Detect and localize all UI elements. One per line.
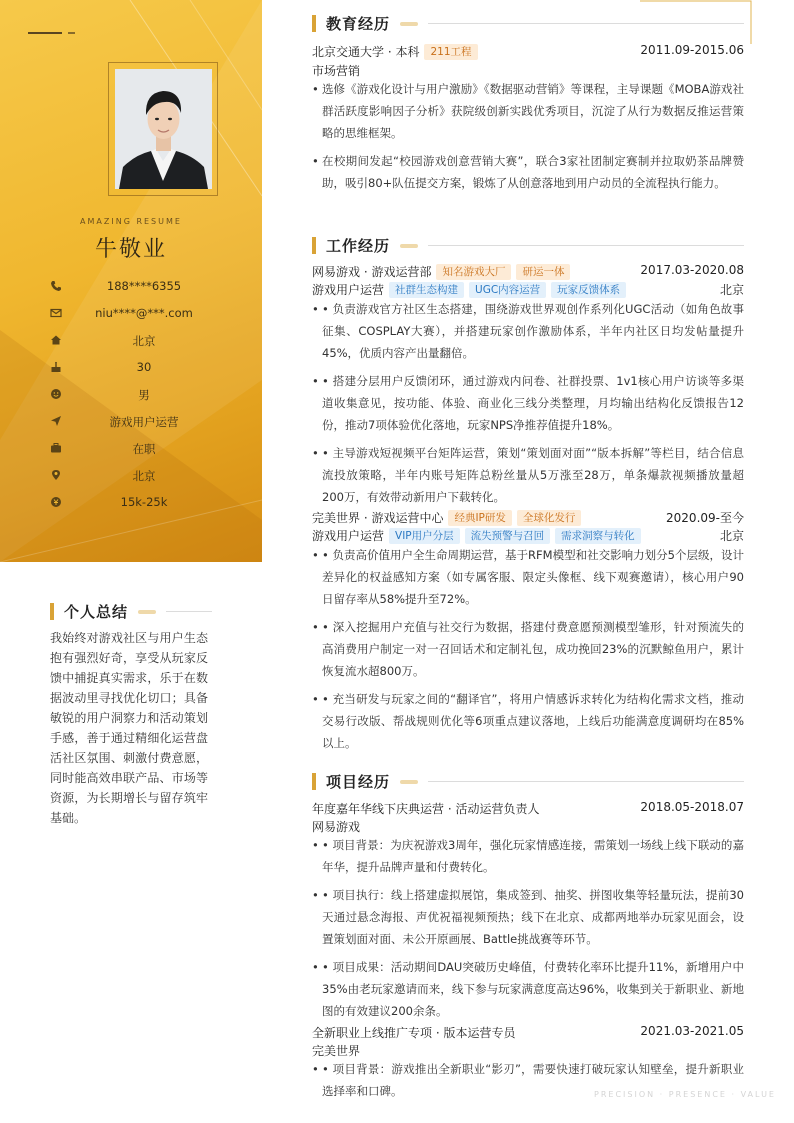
job-date: 2017.03-2020.08	[640, 263, 744, 277]
project-name: 年度嘉年华线下庆典运营 · 活动运营负责人	[312, 802, 540, 816]
section-rule	[428, 245, 744, 246]
list-item: • • 负责高价值用户全生命周期运营，基于RFM模型和社交影响力划分5个层级，设计差异化的权益感知方案（如专属客服、限定头像框、线下观赛邀请），核心用户90日留存率从58%提升至72%。	[312, 544, 744, 610]
list-item: • • 充当研发与玩家之间的“翻译官”，将用户情感诉求转化为结构化需求文档，推动交易行改版、帮战规则优化等6项重点建议落地，上线后功能满意度调研均在85%以上。	[312, 688, 744, 754]
project-org-row	[312, 818, 744, 834]
section-rule	[166, 611, 212, 612]
salary-value: 15k-25k	[120, 495, 168, 509]
projects-title: 项目经历	[326, 773, 391, 791]
footer-watermark: PRECISION · PRESENCE · VALUE	[594, 1090, 776, 1099]
role-tag: 社群生态构建	[389, 282, 464, 298]
info-row-age	[44, 357, 244, 384]
job-entry-header	[312, 508, 744, 526]
location-value: 北京	[132, 469, 156, 483]
job-bullets	[312, 298, 744, 514]
info-row-phone	[44, 276, 244, 303]
list-item: • • 主导游戏短视频平台矩阵运营，策划“策划面对面”“版本拆解”等栏目，结合信息流投放策略，半年内账号矩阵总粉丝量从5万涨至28万，单条爆款视频播放量超200万，有效带动新用户下载转化。	[312, 442, 744, 508]
education-major-row	[312, 62, 744, 78]
info-row-hometown	[44, 330, 244, 357]
list-item: • 在校期间发起“校园游戏创意营销大赛”，联合3家社团制定赛制并拉取奶茶品牌赞助，吸引80+队伍提交方案，锻炼了从创意落地到用户动员的全流程执行能力。	[312, 150, 744, 194]
education-section-header	[312, 13, 744, 34]
company-name: 完美世界 · 游戏运营中心	[312, 511, 444, 525]
portrait-illustration	[115, 69, 212, 189]
list-item: • 选修《游戏化设计与用户激励》《数据驱动营销》等课程，主导课题《MOBA游戏社群活跃度影响因子分析》获院级创新实践优秀项目，沉淀了从行为数据反推运营策略的思维框架。	[312, 78, 744, 144]
company-tag: 知名游戏大厂	[436, 264, 511, 280]
job-entry-header	[312, 262, 744, 280]
list-item: • • 深入挖掘用户充值与社交行为数据，搭建付费意愿预测模型雏形，针对预流失的高消费用户制定一对一召回话术和定制礼包，成功挽回23%的沉默鲸鱼用户，累计恢复流水超800万。	[312, 616, 744, 682]
project-org: 完美世界	[312, 1044, 361, 1058]
company-tag: 全球化发行	[517, 510, 582, 526]
info-row-gender	[44, 384, 244, 411]
info-row-status	[44, 438, 244, 465]
list-item: • • 项目成果：活动期间DAU突破历史峰值，付费转化率环比提升11%，新增用户中35%由老玩家邀请而来，线下参与玩家满意度高达96%，收集到关于新职业、新地图的有效建议200余条。	[312, 956, 744, 1022]
list-item: • • 负责游戏官方社区生态搭建，围绕游戏世界观创作系列化UGC活动（如角色故事征集、COSPLAY大赛），并搭建玩家创作激励体系，半年内社区日均发帖量提升45%，优质内容产出量翻倍。	[312, 298, 744, 364]
section-pill	[400, 780, 418, 784]
job-role: 游戏用户运营	[312, 529, 385, 543]
company-name: 网易游戏 · 游戏运营部	[312, 265, 432, 279]
role-tag: UGC内容运营	[469, 282, 546, 298]
job-role-row	[312, 527, 744, 543]
role-tag: 玩家反馈体系	[551, 282, 626, 298]
education-date: 2011.09-2015.06	[640, 43, 744, 57]
hero-deco-line	[28, 32, 62, 34]
summary-text: 我始终对游戏社区与用户生态抱有强烈好奇，享受从玩家反馈中捕捉真实需求，乐于在数据波动里寻找优化切口；具备敏锐的用户洞察力和活动策划手感，善于通过精细化运营盘活社区氛围、刺激付费意愿，同时能高效串联产品、市场等资源，为长期增长与留存筑牢基础。	[50, 631, 208, 825]
section-accent-bar	[312, 237, 316, 254]
section-rule	[428, 23, 744, 24]
project-org: 网易游戏	[312, 820, 361, 834]
job-date: 2020.09-至今	[666, 511, 744, 525]
summary-title: 个人总结	[64, 603, 129, 621]
project-date: 2018.05-2018.07	[640, 800, 744, 814]
contact-info-list	[44, 276, 244, 519]
list-item: • • 项目背景：游戏推出全新职业“影刃”，需要快速打破玩家认知壁垒，提升新职业选择率和口碑。	[312, 1058, 744, 1102]
education-bullets	[312, 78, 744, 200]
project-entry-header	[312, 799, 744, 817]
list-item: • • 搭建分层用户反馈闭环，通过游戏内问卷、社群投票、1v1核心用户访谈等多渠道收集意见，按功能、体验、商业化三线分类整理，月均输出结构化反馈报告12份，推动7项体验优化落地，玩家NPS净推荐值提升18%。	[312, 370, 744, 436]
project-org-row	[312, 1042, 744, 1058]
position-value: 游戏用户运营	[109, 415, 179, 429]
project-entry-header	[312, 1023, 744, 1041]
role-tag: 流失预警与召回	[465, 528, 551, 544]
education-title: 教育经历	[326, 15, 391, 33]
role-tag: VIP用户分层	[389, 528, 460, 544]
info-row-salary	[44, 492, 244, 519]
job-role: 游戏用户运营	[312, 283, 385, 297]
age-value: 30	[136, 360, 152, 374]
school-tag: 211工程	[424, 44, 477, 60]
avatar	[115, 69, 212, 189]
info-row-location	[44, 465, 244, 492]
section-rule	[428, 781, 744, 782]
section-pill	[400, 22, 418, 26]
job-bullets	[312, 544, 744, 760]
hero-deco-dot	[68, 32, 75, 34]
project-name: 全新职业上线推广专项 · 版本运营专员	[312, 1026, 516, 1040]
section-accent-bar	[312, 773, 316, 790]
project-bullets	[312, 834, 744, 1028]
section-pill	[138, 610, 156, 614]
section-pill	[400, 244, 418, 248]
list-item: • • 项目背景：为庆祝游戏3周年，强化玩家情感连接，需策划一场线上线下联动的嘉年华，提升品牌声量和付费转化。	[312, 834, 744, 878]
project-bullets	[312, 1058, 744, 1108]
phone-value: 188****6355	[106, 279, 182, 293]
project-date: 2021.03-2021.05	[640, 1024, 744, 1038]
status-value: 在职	[132, 442, 156, 456]
info-row-position	[44, 411, 244, 438]
info-row-email	[44, 303, 244, 330]
major: 市场营销	[312, 64, 361, 78]
job-city: 北京	[719, 283, 744, 297]
resume-tagline: AMAZING RESUME	[80, 217, 182, 226]
school-name: 北京交通大学 · 本科	[312, 45, 420, 59]
work-section-header	[312, 235, 744, 256]
hometown-value: 北京	[132, 334, 156, 348]
work-title: 工作经历	[326, 237, 391, 255]
candidate-name: 牛敬业	[94, 237, 167, 262]
role-tag: 需求洞察与转化	[555, 528, 641, 544]
projects-section-header	[312, 771, 744, 792]
summary-section-header	[50, 601, 212, 622]
gender-value: 男	[138, 388, 150, 402]
email-value: niu****@***.com	[95, 306, 193, 320]
list-item: • • 项目执行：线上搭建虚拟展馆，集成签到、抽奖、拼图收集等轻量玩法，提前30天通过悬念海报、声优祝福视频预热；线下在北京、成都两地举办玩家见面会，设置策划面对面、未公开原画展、Battle挑战赛等环节。	[312, 884, 744, 950]
education-entry-header	[312, 42, 744, 60]
company-tag: 研运一体	[516, 264, 570, 280]
job-city: 北京	[719, 529, 744, 543]
section-accent-bar	[312, 15, 316, 32]
section-accent-bar	[50, 603, 54, 620]
company-tag: 经典IP研发	[448, 510, 511, 526]
job-role-row	[312, 281, 744, 297]
